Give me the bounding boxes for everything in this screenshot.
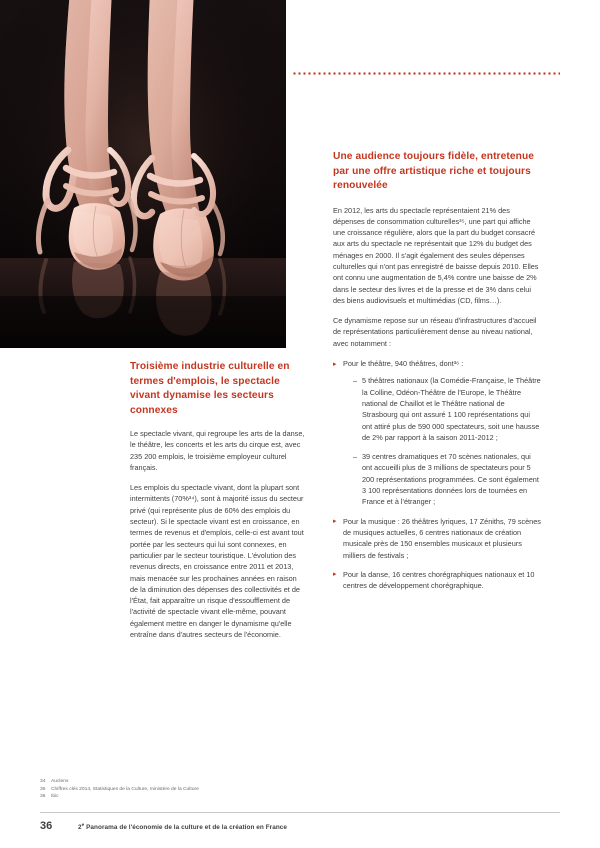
- list-item: [333, 569, 541, 592]
- footer-divider: [40, 812, 560, 813]
- list-item: [333, 358, 541, 508]
- footer-title: [78, 821, 288, 831]
- footnote-number: 35: [40, 786, 46, 792]
- footnote-number: 36: [40, 794, 46, 800]
- footer-title-prefix: 2: [78, 824, 82, 831]
- photo-graphic: [0, 0, 286, 348]
- page-footer: [40, 820, 560, 832]
- list-item-label: Pour la danse, 16 centres chorégraphiques nationaux et 10 centres de développement chorégraphique.: [343, 569, 535, 591]
- list-item-label: 5 théâtres nationaux (la Comédie-Française, le Théâtre la Colline, Odéon-Théâtre de l'Europe, le Théâtre national de Chaillot et le Théâtre national de Strasbourg qui ont assuré 1 100 représentations qui ont attiré plus de 590 000 spectateurs, soit une hausse de 2% par rapport à la saison 2011-2012 ;: [362, 376, 541, 442]
- footer-title-text: Panorama de l'économie de la culture et de la création en France: [86, 824, 288, 831]
- footnote-number: 34: [40, 779, 46, 784]
- sub-list-wrapper: [343, 375, 541, 507]
- footnote-text: Ibic: [51, 794, 59, 800]
- decorative-dotted-rule: [292, 72, 560, 75]
- right-paragraph-1: En 2012, les arts du spectacle représentaient 21% des dépenses de consommation culturelles³⁵, une part qui affiche une croissance régulière, alors que la part du budget consacré aux arts du spectacle ne représentait que 12% du budget des ménages en 2000. Il s'agit également des seules dépenses culturelles qui n'ont pas enregistré de baisse depuis 2010. Elles ont connu une augmentation de 5,4% contre une baisse de 2% dans le secteur des livres et de la presse et de 3% dans celui des biens audiovisuels et multimédias (CD, films…).: [333, 205, 539, 305]
- ballet-pointe-shoes-photo: [0, 0, 286, 348]
- list-item: [353, 451, 541, 507]
- page-number: 36: [40, 820, 53, 832]
- list-item: [333, 516, 541, 561]
- left-section-heading: Troisième industrie culturelle en termes d'emplois, le spectacle vivant dynamise les secteurs connexes: [130, 361, 290, 416]
- footnote-item: [40, 793, 340, 801]
- list-item: [353, 375, 541, 443]
- theatre-sub-list: [353, 375, 541, 507]
- footer-title-ordinal: e: [81, 821, 85, 827]
- left-text-column: [130, 360, 305, 640]
- dash-bullet-icon: –: [353, 376, 358, 386]
- footnotes: [40, 778, 340, 801]
- infrastructure-list: [333, 358, 541, 591]
- footnote-item: [40, 786, 340, 794]
- list-item-label: Pour le théâtre, 940 théâtres, dont³⁶ :: [343, 359, 464, 369]
- right-section-heading: Une audience toujours fidèle, entretenue par une offre artistique riche et toujours renouvelée: [333, 151, 535, 191]
- footnote-text: Auclens: [51, 779, 69, 784]
- arrow-bullet-icon: ▸: [333, 571, 337, 579]
- right-paragraph-2: Ce dynamisme repose sur un réseau d'infrastructures d'accueil de représentations particulièrement dense au niveau national, avec notamment :: [333, 316, 537, 348]
- left-paragraph-1: Le spectacle vivant, qui regroupe les arts de la danse, le théâtre, les concerts et les arts du cirque est, avec 235 200 emplois, le troisième employeur culturel français.: [130, 429, 305, 472]
- list-item-label: 39 centres dramatiques et 70 scènes nationales, qui ont accueilli plus de 3 millions de spectateurs pour 5 200 représentations programmées. Ce sont également 3 100 représentations données lors de tournées en France et à l'étranger ;: [362, 452, 539, 507]
- footnote-item: [40, 778, 340, 786]
- list-item-label: Pour la musique : 26 théâtres lyriques, 17 Zéniths, 79 scènes de musiques actuelles, 6 centres nationaux de création musicale près de 150 ensembles musicaux et plusieurs milliers de festivals ;: [343, 516, 541, 560]
- dash-bullet-icon: –: [353, 452, 358, 462]
- arrow-bullet-icon: ▸: [333, 518, 337, 526]
- arrow-bullet-icon: ▸: [333, 360, 337, 368]
- left-paragraph-2: Les emplois du spectacle vivant, dont la plupart sont intermittents (70%³⁴), sont à majorité issus du secteur privé (qui représente plus de 60% des emplois du secteur). Si le spectacle vivant est en croissance, en termes de revenus et d'emplois, celle-ci est avant tout portée par les secteurs qui lui sont connexes, en particulier par le secteur touristique. L'évolution des revenus directs, en croissance entre 2011 et 2013, mais menacée sur les prochaines années en raison de la diminution des dépenses des collectivités et de l'État, fait apparaître un risque d'essoufflement de l'activité de spectacle vivant elle-même, pouvant également mettre en danger le dynamisme qu'elle entraîne dans d'autres secteurs de l'économie.: [130, 483, 304, 640]
- footnote-text: Chiffres clés 2014, Statistiques de la Culture, ministère de la Culture: [51, 786, 199, 792]
- right-text-column: [333, 150, 541, 591]
